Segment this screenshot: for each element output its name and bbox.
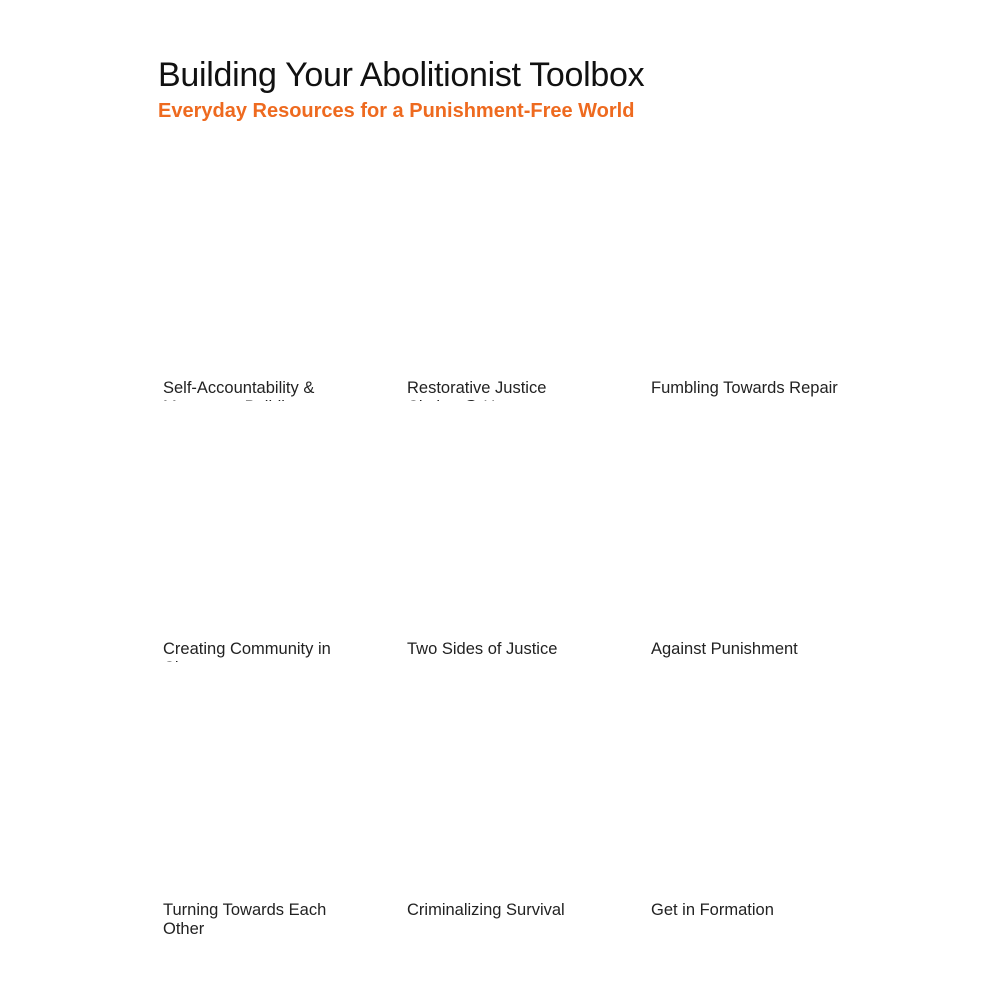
resource-thumbnail[interactable]	[651, 140, 851, 370]
resource-thumbnail[interactable]	[651, 401, 851, 631]
resource-title[interactable]: Creating Community in	[163, 640, 331, 658]
resource-card-two-sides-of-justice[interactable]	[407, 401, 651, 662]
resource-card-fumbling-towards-repair[interactable]	[651, 140, 883, 401]
resource-thumbnail[interactable]	[163, 401, 363, 631]
resource-card-creating-community[interactable]	[163, 401, 407, 662]
resource-title[interactable]: Self-Accountability &	[163, 379, 315, 397]
resource-card-criminalizing-survival[interactable]	[407, 662, 651, 923]
resource-title[interactable]: Two Sides of Justice	[407, 640, 558, 658]
resource-card-restorative-justice-circles[interactable]	[407, 140, 651, 401]
resource-card-self-accountability[interactable]	[163, 140, 407, 401]
resource-title[interactable]: Turning Towards Each Other	[163, 901, 327, 938]
resource-title[interactable]: Fumbling Towards Repair	[651, 379, 838, 397]
page-title: Building Your Abolitionist Toolbox	[158, 56, 645, 94]
resource-grid	[163, 140, 883, 938]
resource-thumbnail[interactable]	[163, 662, 363, 892]
resource-thumbnail[interactable]	[651, 662, 851, 892]
resource-card-get-in-formation[interactable]	[651, 662, 883, 923]
resource-title[interactable]: Against Punishment	[651, 640, 798, 658]
resource-card-against-punishment[interactable]	[651, 401, 883, 662]
resource-thumbnail[interactable]	[407, 401, 607, 631]
page-subtitle: Everyday Resources for a Punishment-Free World	[158, 100, 635, 122]
resource-title[interactable]: Criminalizing Survival	[407, 901, 565, 919]
resource-thumbnail[interactable]	[407, 140, 607, 370]
resource-thumbnail[interactable]	[407, 662, 607, 892]
resource-card-turning-towards-each-other[interactable]	[163, 662, 407, 938]
resource-thumbnail[interactable]	[163, 140, 363, 370]
resource-title[interactable]: Get in Formation	[651, 901, 774, 919]
resource-title[interactable]: Restorative Justice	[407, 379, 547, 397]
